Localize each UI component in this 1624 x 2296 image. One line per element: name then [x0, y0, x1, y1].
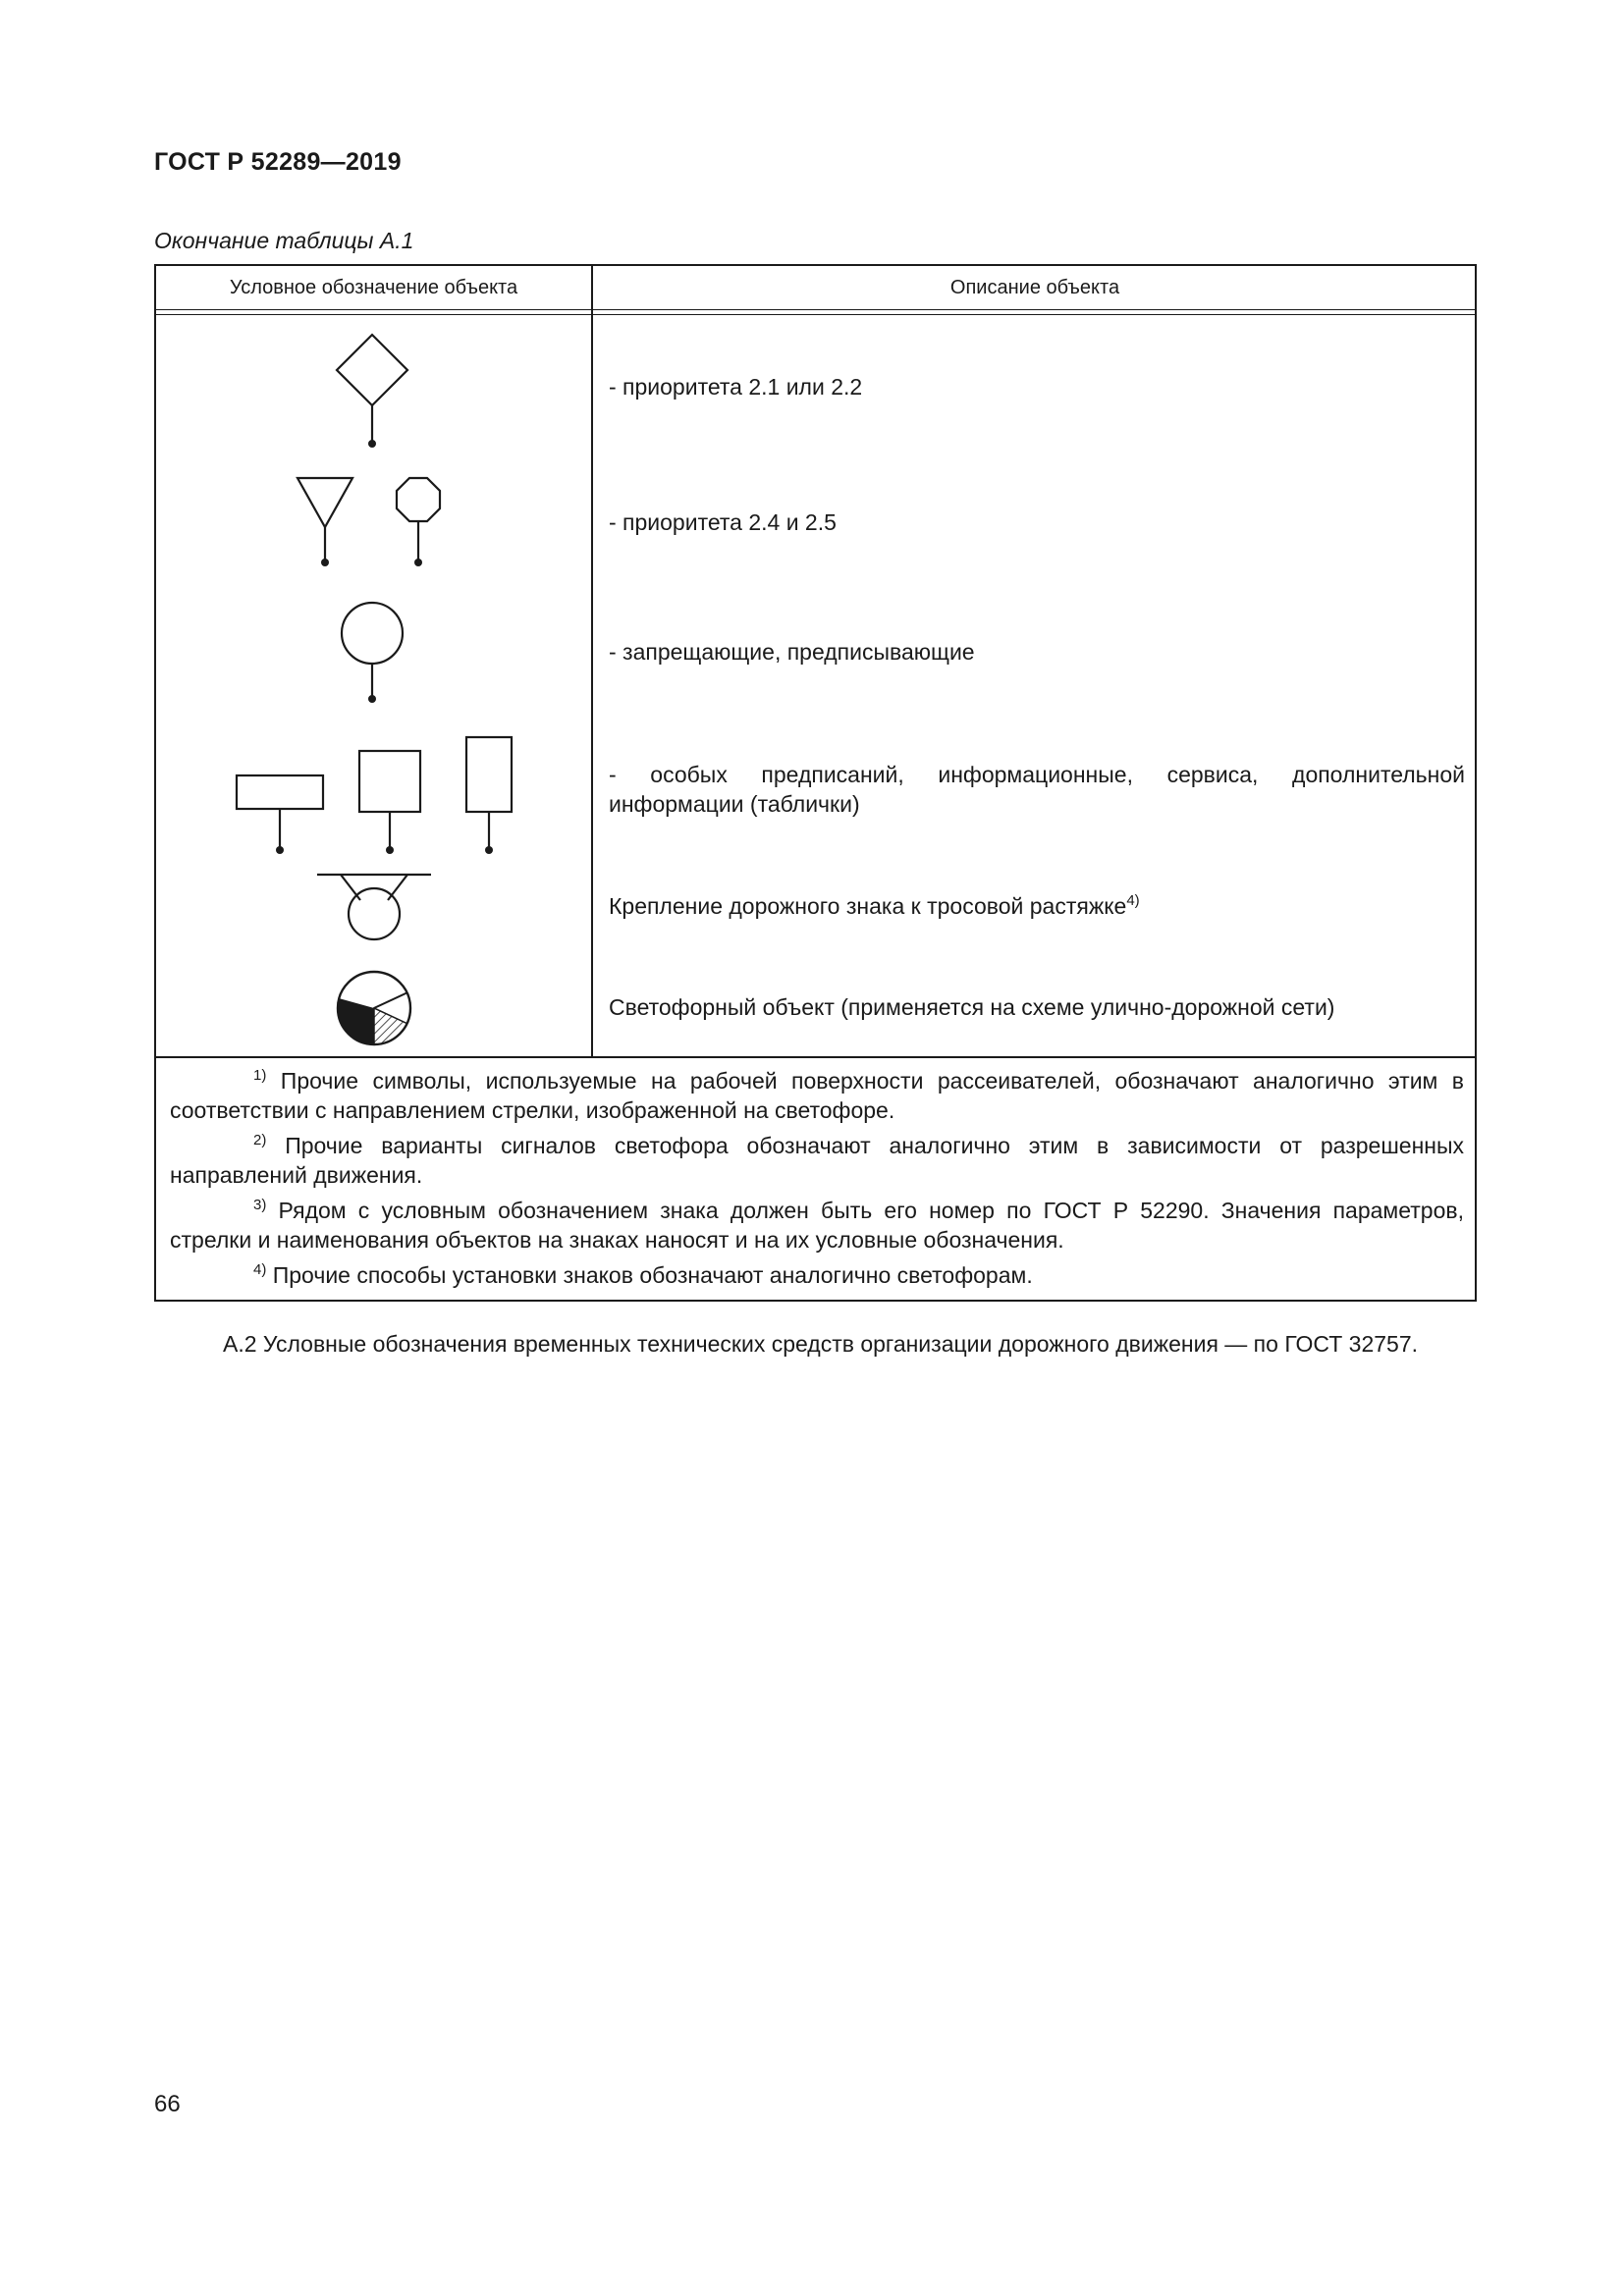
row-description: Крепление дорожного знака к тросовой растяжке$^{4)}$	[609, 892, 1140, 919]
row-description: Светофорный объект (применяется на схеме улично-дорожной сети)	[609, 994, 1335, 1020]
footnote-ref: 4)	[1126, 892, 1140, 909]
page-number: 66	[154, 2091, 181, 2117]
header-rule	[156, 309, 1475, 310]
row-description: - приоритета 2.4 и 2.5	[609, 509, 837, 535]
table-note: $^{4)}$ Прочие способы установки знаков обозначают аналогично светофорам.	[253, 1261, 1033, 1288]
column-header-symbol: Условное обозначение объекта	[229, 277, 518, 298]
body-paragraph: А.2 Условные обозначения временных технических средств организации дорожного движения — по ГОСТ 32757.	[223, 1331, 1419, 1357]
row-description: - приоритета 2.1 или 2.2	[609, 374, 863, 400]
table-note: $^{2)}$ Прочие варианты сигналов светофора обозначают аналогично этим в зависимости от разрешенных направлений движения.	[170, 1132, 1465, 1188]
symbols-table	[154, 264, 1477, 1302]
column-header-description: Описание объекта	[949, 277, 1120, 298]
notes-separator	[156, 1056, 1475, 1058]
circle-sign-icon	[333, 600, 411, 708]
table-note: $^{3)}$ Рядом с условным обозначением знака должен быть его номер по ГОСТ Р 52290. Значения параметров, стрелки и наименования объектов на знаках наносят и на их условные обозначения.	[170, 1197, 1465, 1253]
traffic-light-object-icon	[337, 971, 415, 1049]
cable-mount-sign-icon	[313, 871, 435, 949]
diamond-sign-icon	[333, 333, 411, 451]
document-title: ГОСТ Р 52289—2019	[154, 148, 402, 176]
column-separator	[591, 266, 593, 1056]
table-caption: Окончание таблицы А.1	[154, 228, 414, 253]
triangle-and-octagon-sign-icon	[294, 474, 460, 572]
header-rule-double	[156, 314, 1475, 315]
table-note: $^{1)}$ Прочие символы, используемые на рабочей поверхности рассеивателей, обозначают аналогично этим в соответствии с направлением стрелки, изображенной на светофоре.	[170, 1067, 1465, 1123]
row-description: - запрещающие, предписывающие	[609, 639, 975, 665]
table-notes	[170, 1066, 1464, 1296]
row-description: - особых предписаний, информационные, сервиса, дополнительной информации (таблички)	[609, 762, 1465, 817]
rectangle-signs-icon	[233, 733, 527, 861]
